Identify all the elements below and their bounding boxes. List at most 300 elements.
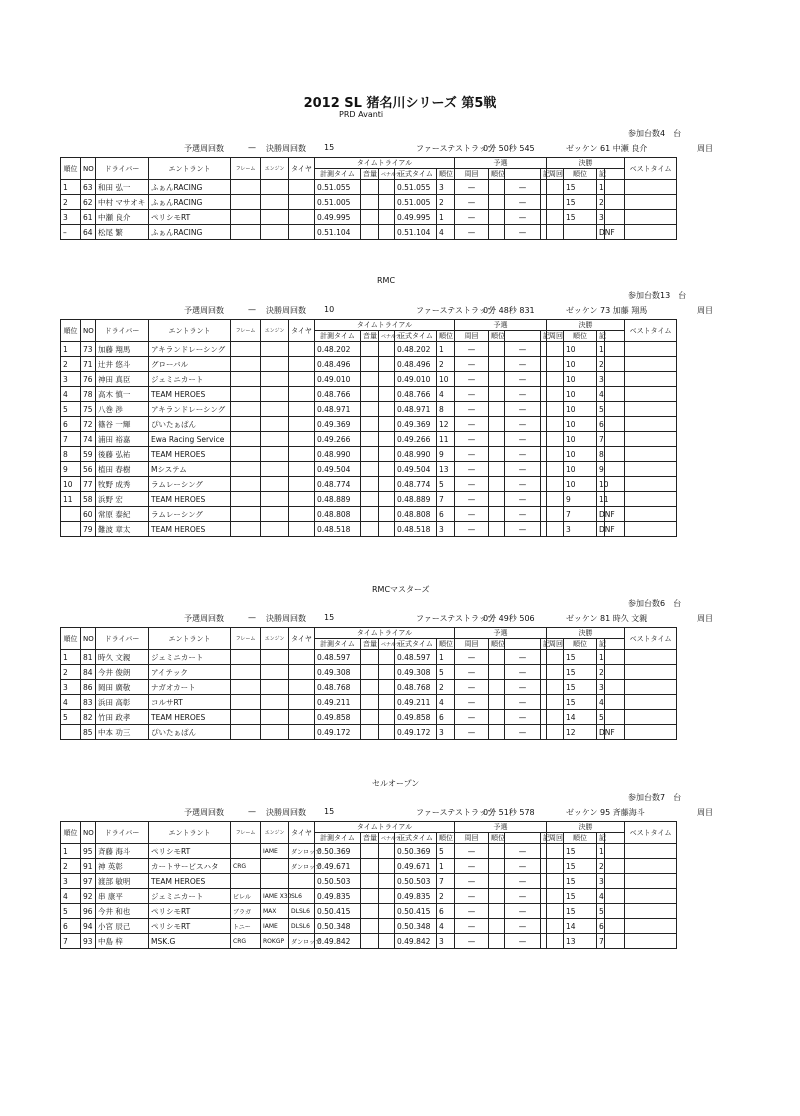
header-no: NO (81, 628, 96, 650)
cell-f-blank (605, 680, 625, 695)
cell-penalty (379, 387, 395, 402)
cell-weight (361, 462, 379, 477)
cell-entrant: ペリシモRT (149, 919, 231, 934)
header-q-note: 記 (541, 169, 547, 180)
header-f-note: 記 (597, 331, 605, 342)
cell-engine (261, 665, 289, 680)
cell-no: 94 (81, 919, 96, 934)
cell-f-lap: 14 (564, 710, 597, 725)
cell-q-lap: — (455, 650, 489, 665)
cell-q-rank: — (505, 342, 541, 357)
cell-f-rank: 2 (597, 859, 605, 874)
cell-q-blank1 (489, 225, 505, 240)
cell-entrant: ラムレーシング (149, 477, 231, 492)
cell-f-blank (605, 889, 625, 904)
cell-f-lap: 15 (564, 874, 597, 889)
cell-official-time: 0.51.104 (395, 225, 437, 240)
qualifying-laps-label: 予選周回数 (184, 306, 224, 315)
cell-f-lap: 12 (564, 725, 597, 740)
cell-f-rank: 3 (597, 680, 605, 695)
cell-frame (231, 710, 261, 725)
cell-q-blank1 (489, 372, 505, 387)
header-f-note: 記 (597, 833, 605, 844)
cell-q-note (547, 725, 564, 740)
cell-official-time: 0.49.369 (395, 417, 437, 432)
cell-best-time (625, 665, 677, 680)
cell-tire (289, 725, 315, 740)
cell-tire: ダンロップ (289, 934, 315, 949)
qualifying-laps-label: 予選周回数 (184, 614, 224, 623)
cell-q-rank: — (505, 195, 541, 210)
cell-best-time (625, 387, 677, 402)
cell-q-rank: — (505, 210, 541, 225)
table-row (61, 372, 677, 387)
cell-no: 79 (81, 522, 96, 537)
cell-f-blank (605, 402, 625, 417)
header-penalty: ペナルティ (379, 833, 395, 844)
cell-q-rank: — (505, 432, 541, 447)
entry-count-label: 参加台数 (628, 291, 660, 300)
cell-no: 76 (81, 372, 96, 387)
table-row (61, 650, 677, 665)
cell-q-blank1 (489, 180, 505, 195)
entry-count-unit: 台 (665, 793, 682, 802)
cell-weight (361, 844, 379, 859)
cell-best-time (625, 195, 677, 210)
fastest-lap-driver: ゼッケン 81 時久 文親 (566, 614, 648, 623)
header-tire: タイヤ (289, 158, 315, 180)
cell-q-blank1 (489, 874, 505, 889)
header-q-rank: 順位 (489, 331, 505, 342)
cell-entrant: ふぁんRACING (149, 180, 231, 195)
header-q-lap: 周回 (455, 639, 489, 650)
cell-q-lap: — (455, 357, 489, 372)
cell-pos: 5 (61, 402, 81, 417)
entry-count (628, 792, 681, 803)
cell-entrant: TEAM HEROES (149, 447, 231, 462)
cell-official-time: 0.49.995 (395, 210, 437, 225)
entry-count-value: 4 (660, 129, 666, 138)
cell-penalty (379, 180, 395, 195)
cell-q-note (547, 710, 564, 725)
cell-q-rank: — (505, 859, 541, 874)
cell-q-rank: — (505, 447, 541, 462)
cell-official-time: 0.48.202 (395, 342, 437, 357)
cell-engine (261, 195, 289, 210)
cell-entrant: コルサRT (149, 695, 231, 710)
cell-frame: ビレル (231, 889, 261, 904)
cell-official-time: 0.48.766 (395, 387, 437, 402)
cell-driver: 今井 和也 (96, 904, 149, 919)
cell-frame (231, 357, 261, 372)
cell-measured-time: 0.48.990 (315, 447, 361, 462)
cell-official-time: 0.50.415 (395, 904, 437, 919)
cell-entrant: Mシステム (149, 462, 231, 477)
header-penalty: ペナルティ (379, 639, 395, 650)
cell-f-lap: 15 (564, 195, 597, 210)
cell-q-blank1 (489, 695, 505, 710)
fastest-lap-time: 0分 50秒 545 (483, 144, 535, 153)
cell-pos: 6 (61, 417, 81, 432)
cell-pos: 8 (61, 447, 81, 462)
cell-best-time (625, 357, 677, 372)
cell-entrant: アイテック (149, 665, 231, 680)
header-frame: フレーム (231, 628, 261, 650)
cell-f-rank: 3 (597, 210, 605, 225)
cell-frame (231, 210, 261, 225)
cell-f-rank: 9 (597, 462, 605, 477)
lap-mark-label: 周目 (697, 306, 713, 315)
lap-mark-label: 周目 (697, 808, 713, 817)
cell-frame (231, 844, 261, 859)
cell-best-time (625, 210, 677, 225)
header-measured-time: 計測タイム (315, 833, 361, 844)
cell-tire (289, 680, 315, 695)
cell-best-time (625, 447, 677, 462)
cell-measured-time: 0.50.503 (315, 874, 361, 889)
cell-q-lap: — (455, 665, 489, 680)
cell-best-time (625, 372, 677, 387)
cell-q-rank: — (505, 225, 541, 240)
cell-penalty (379, 225, 395, 240)
cell-engine (261, 859, 289, 874)
cell-q-note (547, 387, 564, 402)
cell-official-time: 0.49.671 (395, 859, 437, 874)
header-pos: 順位 (61, 822, 81, 844)
cell-frame (231, 180, 261, 195)
results-table (60, 821, 677, 949)
cell-f-blank (605, 710, 625, 725)
cell-f-blank (605, 357, 625, 372)
cell-f-lap: 15 (564, 695, 597, 710)
cell-q-rank: — (505, 844, 541, 859)
cell-frame (231, 695, 261, 710)
header-f-rank: 順位 (564, 169, 597, 180)
cell-entrant: ジェミニカート (149, 650, 231, 665)
cell-engine: IAME (261, 844, 289, 859)
cell-engine (261, 507, 289, 522)
cell-f-blank (605, 695, 625, 710)
header-weight: 音量 (361, 331, 379, 342)
cell-f-rank: 4 (597, 387, 605, 402)
cell-f-blank (605, 665, 625, 680)
cell-tire (289, 357, 315, 372)
header-f-lap: 周回 (547, 331, 564, 342)
header-q-lap: 周回 (455, 331, 489, 342)
cell-weight (361, 492, 379, 507)
cell-f-blank (605, 195, 625, 210)
cell-q-rank: — (505, 665, 541, 680)
cell-tire (289, 372, 315, 387)
cell-weight (361, 447, 379, 462)
header-best-time: ベストタイム (625, 822, 677, 844)
cell-pos: 6 (61, 919, 81, 934)
cell-pos: 3 (61, 372, 81, 387)
table-row (61, 725, 677, 740)
header-time-trial: タイムトライアル (315, 320, 455, 331)
cell-tire (289, 665, 315, 680)
header-final: 決勝 (547, 628, 625, 639)
cell-measured-time: 0.48.808 (315, 507, 361, 522)
cell-f-blank (605, 874, 625, 889)
cell-tire (289, 402, 315, 417)
header-q-lap: 周回 (455, 833, 489, 844)
cell-entrant: アキランドレーシング (149, 342, 231, 357)
cell-best-time (625, 934, 677, 949)
cell-f-lap: 10 (564, 387, 597, 402)
cell-q-rank: — (505, 650, 541, 665)
cell-q-note (547, 195, 564, 210)
cell-official-time: 0.48.518 (395, 522, 437, 537)
cell-no: 83 (81, 695, 96, 710)
cell-tire (289, 210, 315, 225)
cell-q-lap: — (455, 180, 489, 195)
cell-f-lap: 10 (564, 342, 597, 357)
cell-engine (261, 417, 289, 432)
cell-weight (361, 710, 379, 725)
cell-weight (361, 904, 379, 919)
header-pos: 順位 (61, 628, 81, 650)
cell-tire (289, 522, 315, 537)
cell-pos (61, 522, 81, 537)
cell-q-lap: — (455, 680, 489, 695)
cell-f-rank: 3 (597, 874, 605, 889)
cell-q-lap: — (455, 342, 489, 357)
cell-f-lap: 3 (564, 522, 597, 537)
cell-weight (361, 432, 379, 447)
cell-tt-rank: 2 (437, 680, 455, 695)
cell-q-note (547, 665, 564, 680)
cell-no: 60 (81, 507, 96, 522)
cell-measured-time: 0.49.858 (315, 710, 361, 725)
table-row (61, 342, 677, 357)
cell-engine (261, 210, 289, 225)
entry-count (628, 290, 686, 301)
cell-q-note (547, 492, 564, 507)
cell-pos: 1 (61, 844, 81, 859)
cell-q-note (547, 844, 564, 859)
cell-f-lap: 15 (564, 210, 597, 225)
cell-q-note (547, 680, 564, 695)
cell-q-blank1 (489, 402, 505, 417)
cell-driver: 神 英彰 (96, 859, 149, 874)
cell-driver: 斉藤 海斗 (96, 844, 149, 859)
header-f-blank (605, 331, 625, 342)
header-driver: ドライバー (96, 628, 149, 650)
header-f-lap: 周回 (547, 833, 564, 844)
cell-q-lap: — (455, 477, 489, 492)
cell-measured-time: 0.49.369 (315, 417, 361, 432)
cell-q-lap: — (455, 447, 489, 462)
cell-q-lap: — (455, 874, 489, 889)
cell-q-lap: — (455, 492, 489, 507)
cell-f-rank: 2 (597, 357, 605, 372)
header-frame: フレーム (231, 822, 261, 844)
header-q-blank (505, 169, 541, 180)
cell-best-time (625, 859, 677, 874)
cell-engine (261, 387, 289, 402)
cell-pos: 5 (61, 710, 81, 725)
cell-weight (361, 665, 379, 680)
cell-tt-rank: 5 (437, 477, 455, 492)
cell-f-blank (605, 650, 625, 665)
cell-no: 58 (81, 492, 96, 507)
cell-no: 72 (81, 417, 96, 432)
cell-best-time (625, 522, 677, 537)
cell-q-lap: — (455, 417, 489, 432)
cell-f-blank (605, 462, 625, 477)
cell-f-lap: 10 (564, 432, 597, 447)
cell-f-rank: 3 (597, 372, 605, 387)
cell-f-rank: DNF (597, 507, 605, 522)
cell-no: 81 (81, 650, 96, 665)
cell-q-rank: — (505, 934, 541, 949)
cell-engine (261, 522, 289, 537)
cell-official-time: 0.48.808 (395, 507, 437, 522)
cell-pos: 1 (61, 342, 81, 357)
cell-driver: 高木 慎一 (96, 387, 149, 402)
cell-driver: 加藤 翔馬 (96, 342, 149, 357)
cell-f-blank (605, 387, 625, 402)
cell-tt-rank: 9 (437, 447, 455, 462)
cell-best-time (625, 507, 677, 522)
cell-official-time: 0.49.504 (395, 462, 437, 477)
fastest-lap-driver: ゼッケン 73 加藤 翔馬 (566, 306, 648, 315)
cell-frame: トニー (231, 919, 261, 934)
cell-f-blank (605, 432, 625, 447)
cell-engine: IAME (261, 919, 289, 934)
cell-pos: 2 (61, 665, 81, 680)
cell-weight (361, 387, 379, 402)
cell-q-lap: — (455, 507, 489, 522)
cell-no: 85 (81, 725, 96, 740)
cell-f-rank: 6 (597, 919, 605, 934)
page-title: 2012 SL 猪名川シリーズ 第5戦 (303, 96, 497, 111)
cell-measured-time: 0.49.010 (315, 372, 361, 387)
cell-f-rank: 7 (597, 432, 605, 447)
final-laps-label: 決勝周回数 (266, 808, 306, 817)
cell-no: 56 (81, 462, 96, 477)
cell-tt-rank: 13 (437, 462, 455, 477)
header-tt-rank: 順位 (437, 331, 455, 342)
header-official-time: 正式タイム (395, 833, 437, 844)
cell-q-rank: — (505, 725, 541, 740)
cell-f-rank: 6 (597, 417, 605, 432)
cell-q-blank1 (489, 522, 505, 537)
header-entrant: エントラント (149, 158, 231, 180)
cell-q-rank: — (505, 889, 541, 904)
table-row (61, 665, 677, 680)
final-laps-value: 15 (324, 807, 335, 816)
cell-f-lap: 15 (564, 844, 597, 859)
fastest-lap-label: ファーステストラップ (416, 144, 495, 153)
table-row (61, 680, 677, 695)
cell-best-time (625, 919, 677, 934)
cell-f-rank: 1 (597, 342, 605, 357)
cell-penalty (379, 195, 395, 210)
cell-f-rank: 10 (597, 477, 605, 492)
qualifying-laps-label: 予選周回数 (184, 808, 224, 817)
cell-penalty (379, 357, 395, 372)
cell-q-note (547, 477, 564, 492)
cell-engine (261, 372, 289, 387)
cell-entrant: TEAM HEROES (149, 710, 231, 725)
cell-q-lap: — (455, 889, 489, 904)
cell-q-note (547, 889, 564, 904)
cell-f-rank: DNF (597, 522, 605, 537)
cell-q-lap: — (455, 844, 489, 859)
entry-count-value: 6 (660, 599, 666, 608)
header-tire: タイヤ (289, 822, 315, 844)
cell-f-rank: 1 (597, 844, 605, 859)
table-row (61, 889, 677, 904)
cell-f-lap: 15 (564, 904, 597, 919)
cell-best-time (625, 710, 677, 725)
cell-tt-rank: 2 (437, 889, 455, 904)
cell-q-rank: — (505, 387, 541, 402)
cell-tire (289, 417, 315, 432)
cell-f-lap: 15 (564, 665, 597, 680)
cell-weight (361, 477, 379, 492)
lap-mark-label: 周目 (697, 614, 713, 623)
header-best-time: ベストタイム (625, 628, 677, 650)
table-row (61, 357, 677, 372)
cell-weight (361, 225, 379, 240)
cell-frame: ブラガ (231, 904, 261, 919)
cell-f-rank: 5 (597, 710, 605, 725)
cell-entrant: TEAM HEROES (149, 492, 231, 507)
fastest-lap-time: 0分 49秒 506 (483, 614, 535, 623)
cell-f-blank (605, 844, 625, 859)
cell-q-note (547, 225, 564, 240)
entry-count-value: 13 (660, 291, 671, 300)
header-q-note: 記 (541, 639, 547, 650)
cell-q-note (547, 919, 564, 934)
cell-best-time (625, 225, 677, 240)
cell-no: 96 (81, 904, 96, 919)
cell-q-rank: — (505, 402, 541, 417)
cell-measured-time: 0.48.597 (315, 650, 361, 665)
cell-f-lap: 10 (564, 462, 597, 477)
cell-frame (231, 492, 261, 507)
cell-official-time: 0.49.308 (395, 665, 437, 680)
cell-tire: ダンロップ (289, 844, 315, 859)
cell-q-blank1 (489, 650, 505, 665)
header-q-blank (505, 639, 541, 650)
cell-official-time: 0.49.266 (395, 432, 437, 447)
cell-f-rank: DNF (597, 725, 605, 740)
cell-measured-time: 0.49.308 (315, 665, 361, 680)
cell-f-rank: 8 (597, 447, 605, 462)
cell-q-lap: — (455, 402, 489, 417)
header-no: NO (81, 158, 96, 180)
cell-frame (231, 650, 261, 665)
cell-q-blank1 (489, 417, 505, 432)
cell-pos: 1 (61, 180, 81, 195)
header-official-time: 正式タイム (395, 639, 437, 650)
cell-measured-time: 0.49.211 (315, 695, 361, 710)
table-row (61, 180, 677, 195)
cell-official-time: 0.49.211 (395, 695, 437, 710)
cell-no: 82 (81, 710, 96, 725)
cell-official-time: 0.51.005 (395, 195, 437, 210)
cell-official-time: 0.48.768 (395, 680, 437, 695)
header-q-blank (505, 833, 541, 844)
cell-pos: 3 (61, 210, 81, 225)
header-no: NO (81, 822, 96, 844)
cell-frame (231, 477, 261, 492)
entry-count-label: 参加台数 (628, 793, 660, 802)
